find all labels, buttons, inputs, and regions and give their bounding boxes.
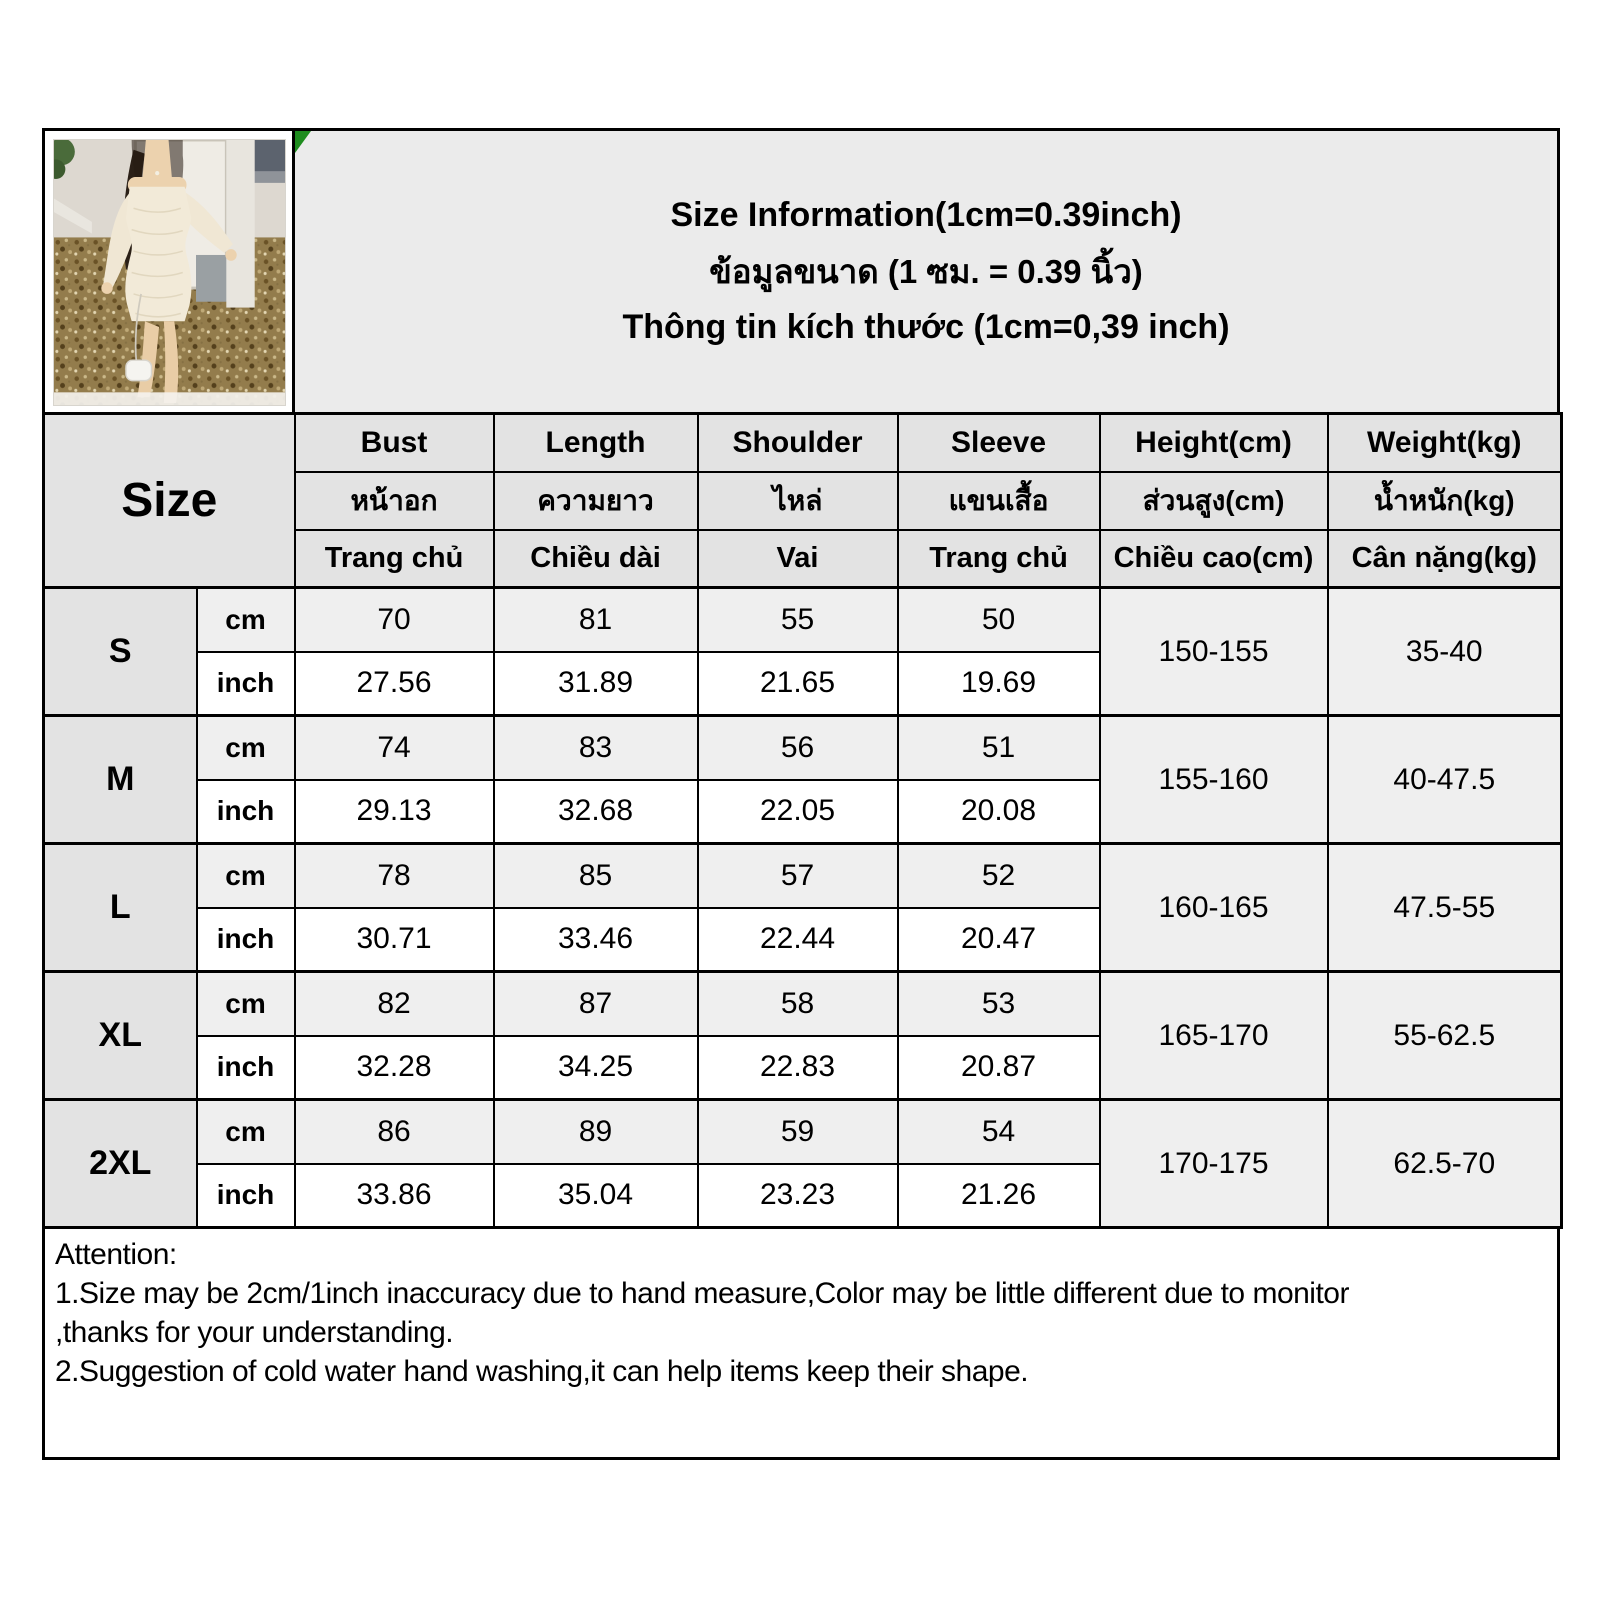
value-cell: 55 xyxy=(698,588,898,652)
row-S-cm xyxy=(44,588,1562,652)
col-header-length-th: ความยาว xyxy=(494,472,698,530)
value-cell: 58 xyxy=(698,972,898,1036)
height-cell: 170-175 xyxy=(1100,1100,1328,1228)
col-header-sleeve-vi: Trang chủ xyxy=(898,530,1100,588)
weight-cell: 47.5-55 xyxy=(1328,844,1562,972)
height-cell: 160-165 xyxy=(1100,844,1328,972)
corner-marker-icon xyxy=(295,131,311,153)
col-header-weight-en: Weight(kg) xyxy=(1328,414,1562,472)
col-header-shoulder-th: ไหล่ xyxy=(698,472,898,530)
value-cell: 20.87 xyxy=(898,1036,1100,1100)
unit-cell-inch: inch xyxy=(197,1036,295,1100)
row-2XL-cm xyxy=(44,1100,1562,1164)
unit-cell-cm: cm xyxy=(197,716,295,780)
value-cell: 20.47 xyxy=(898,908,1100,972)
unit-cell-cm: cm xyxy=(197,844,295,908)
value-cell: 59 xyxy=(698,1100,898,1164)
unit-cell-inch: inch xyxy=(197,780,295,844)
attention-note-2: 2.Suggestion of cold water hand washing,it can help items keep their shape. xyxy=(55,1355,1029,1388)
size-cell: XL xyxy=(44,972,197,1100)
col-header-sleeve-th: แขนเสื้อ xyxy=(898,472,1100,530)
value-cell: 22.05 xyxy=(698,780,898,844)
value-cell: 82 xyxy=(295,972,494,1036)
top-block xyxy=(42,128,1560,415)
size-cell: L xyxy=(44,844,197,972)
col-header-height-th: ส่วนสูง(cm) xyxy=(1100,472,1328,530)
value-cell: 35.04 xyxy=(494,1164,698,1228)
value-cell: 83 xyxy=(494,716,698,780)
value-cell: 53 xyxy=(898,972,1100,1036)
unit-cell-inch: inch xyxy=(197,1164,295,1228)
attention-note-1-cont: ,thanks for your understanding. xyxy=(55,1316,454,1349)
value-cell: 22.83 xyxy=(698,1036,898,1100)
value-cell: 27.56 xyxy=(295,652,494,716)
size-cell: M xyxy=(44,716,197,844)
weight-cell: 40-47.5 xyxy=(1328,716,1562,844)
col-header-height-en: Height(cm) xyxy=(1100,414,1328,472)
title-thai: ข้อมูลขนาด (1 ซม. = 0.39 นิ้ว) xyxy=(709,253,1143,290)
value-cell: 70 xyxy=(295,588,494,652)
size-chart-sheet xyxy=(42,128,1560,1460)
value-cell: 32.28 xyxy=(295,1036,494,1100)
value-cell: 57 xyxy=(698,844,898,908)
height-cell: 150-155 xyxy=(1100,588,1328,716)
title-vietnamese: Thông tin kích thước (1cm=0,39 inch) xyxy=(622,308,1230,346)
size-cell: S xyxy=(44,588,197,716)
value-cell: 23.23 xyxy=(698,1164,898,1228)
row-M-cm xyxy=(44,716,1562,780)
product-photo xyxy=(45,131,295,412)
value-cell: 87 xyxy=(494,972,698,1036)
unit-cell-cm: cm xyxy=(197,1100,295,1164)
unit-cell-cm: cm xyxy=(197,972,295,1036)
value-cell: 33.86 xyxy=(295,1164,494,1228)
value-cell: 20.08 xyxy=(898,780,1100,844)
chart-title-block xyxy=(295,131,1557,412)
value-cell: 21.26 xyxy=(898,1164,1100,1228)
value-cell: 30.71 xyxy=(295,908,494,972)
title-english: Size Information(1cm=0.39inch) xyxy=(670,196,1182,234)
col-header-sleeve-en: Sleeve xyxy=(898,414,1100,472)
size-table xyxy=(42,412,1563,1229)
value-cell: 85 xyxy=(494,844,698,908)
dress-model-illustration xyxy=(53,139,286,406)
weight-cell: 55-62.5 xyxy=(1328,972,1562,1100)
value-cell: 50 xyxy=(898,588,1100,652)
col-header-shoulder-vi: Vai xyxy=(698,530,898,588)
header-row-english xyxy=(44,414,1562,472)
value-cell: 89 xyxy=(494,1100,698,1164)
col-header-weight-vi: Cân nặng(kg) xyxy=(1328,530,1562,588)
value-cell: 54 xyxy=(898,1100,1100,1164)
value-cell: 34.25 xyxy=(494,1036,698,1100)
value-cell: 31.89 xyxy=(494,652,698,716)
weight-cell: 62.5-70 xyxy=(1328,1100,1562,1228)
col-header-length-en: Length xyxy=(494,414,698,472)
height-cell: 155-160 xyxy=(1100,716,1328,844)
col-header-length-vi: Chiều dài xyxy=(494,530,698,588)
value-cell: 33.46 xyxy=(494,908,698,972)
weight-cell: 35-40 xyxy=(1328,588,1562,716)
attention-note-1: 1.Size may be 2cm/1inch inaccuracy due to hand measure,Color may be little different due to monitor xyxy=(55,1277,1349,1310)
row-L-cm xyxy=(44,844,1562,908)
row-XL-cm xyxy=(44,972,1562,1036)
value-cell: 21.65 xyxy=(698,652,898,716)
value-cell: 56 xyxy=(698,716,898,780)
col-header-shoulder-en: Shoulder xyxy=(698,414,898,472)
unit-cell-inch: inch xyxy=(197,908,295,972)
unit-cell-inch: inch xyxy=(197,652,295,716)
size-cell: 2XL xyxy=(44,1100,197,1228)
value-cell: 86 xyxy=(295,1100,494,1164)
value-cell: 74 xyxy=(295,716,494,780)
value-cell: 78 xyxy=(295,844,494,908)
value-cell: 29.13 xyxy=(295,780,494,844)
col-header-bust-th: หน้าอก xyxy=(295,472,494,530)
col-header-height-vi: Chiều cao(cm) xyxy=(1100,530,1328,588)
col-header-bust-en: Bust xyxy=(295,414,494,472)
col-header-weight-th: น้ำหนัก(kg) xyxy=(1328,472,1562,530)
value-cell: 19.69 xyxy=(898,652,1100,716)
value-cell: 32.68 xyxy=(494,780,698,844)
value-cell: 52 xyxy=(898,844,1100,908)
value-cell: 81 xyxy=(494,588,698,652)
value-cell: 51 xyxy=(898,716,1100,780)
unit-cell-cm: cm xyxy=(197,588,295,652)
height-cell: 165-170 xyxy=(1100,972,1328,1100)
col-header-bust-vi: Trang chủ xyxy=(295,530,494,588)
attention-heading: Attention: xyxy=(55,1238,177,1271)
value-cell: 22.44 xyxy=(698,908,898,972)
size-header-cell: Size xyxy=(44,414,295,588)
attention-notes xyxy=(42,1226,1560,1460)
